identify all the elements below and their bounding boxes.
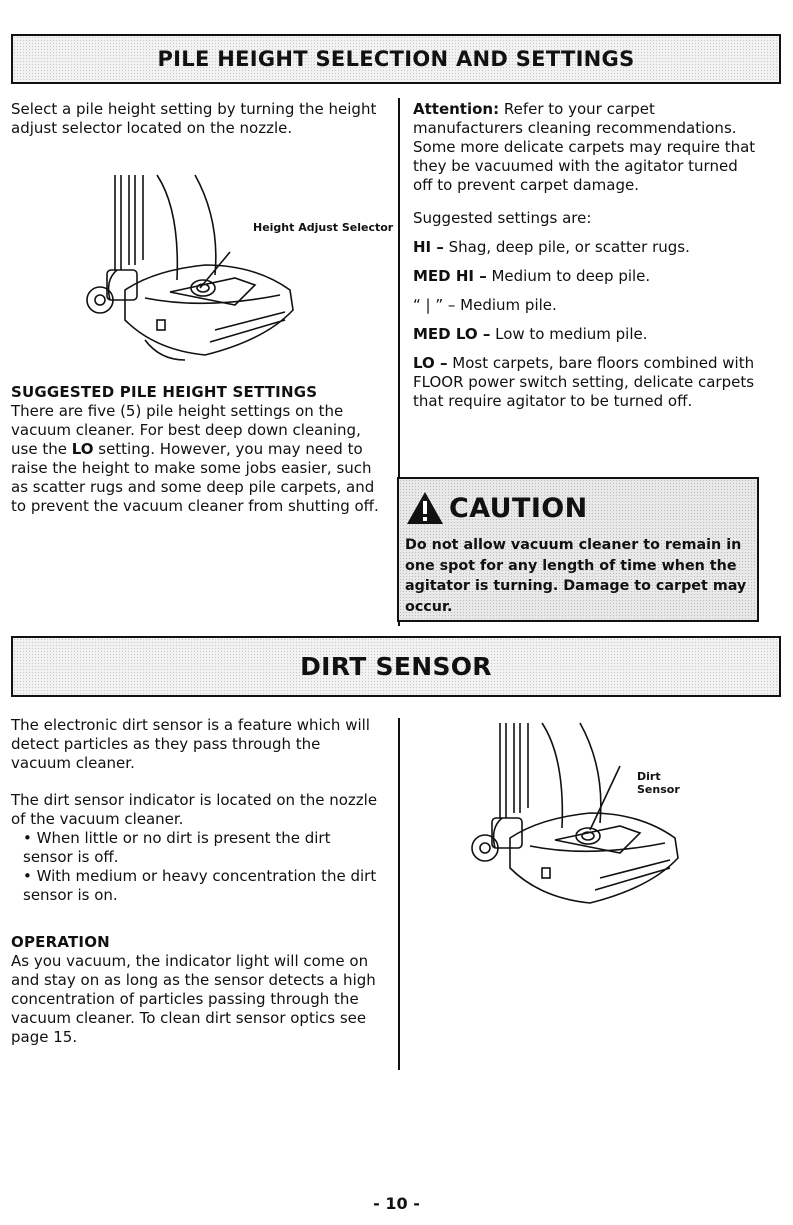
- settings-intro: Suggested settings are:: [413, 209, 592, 227]
- setting-label: HI –: [413, 238, 444, 256]
- pile-body-bold: LO: [71, 440, 94, 458]
- dirt-sensor-illustration: [470, 718, 700, 918]
- bullet-text: When little or no dirt is present the dirt sensor is off.: [23, 829, 331, 866]
- setting-text: Medium to deep pile.: [486, 267, 651, 285]
- section-title: PILE HEIGHT SELECTION AND SETTINGS: [157, 47, 635, 71]
- pile-intro-column: [11, 100, 381, 138]
- height-adjust-callout: Height Adjust Selector: [253, 221, 394, 234]
- pile-intro-text: Select a pile height setting by turning the height adjust selector located on the nozzle.: [11, 100, 377, 137]
- setting-med-hi: [413, 267, 759, 286]
- setting-label: “ | ”: [413, 296, 444, 314]
- caution-box: [397, 477, 759, 622]
- attention-label: Attention:: [413, 100, 500, 118]
- pile-settings-body: [11, 402, 381, 516]
- setting-text: Shag, deep pile, or scatter rugs.: [443, 238, 690, 256]
- pile-body-pre: There are five (5) pile height settings on the vacuum cleaner. For best deep down cleaning, use the: [11, 402, 361, 458]
- vacuum-nozzle-illustration: [85, 170, 315, 370]
- setting-text: – Medium pile.: [443, 296, 557, 314]
- setting-med-lo: [413, 325, 759, 344]
- column-divider: [398, 718, 400, 1070]
- bullet-text: With medium or heavy concentration the dirt sensor is on.: [23, 867, 377, 904]
- dirt-sensor-callout: Dirt Sensor: [637, 770, 680, 796]
- setting-lo: [413, 354, 759, 411]
- setting-hi: [413, 238, 759, 257]
- setting-mid: [413, 296, 759, 315]
- setting-text: Low to medium pile.: [490, 325, 648, 343]
- section-title: DIRT SENSOR: [300, 652, 492, 681]
- page-number: - 10 -: [373, 1194, 420, 1213]
- setting-label: LO –: [413, 354, 448, 372]
- warning-triangle-icon: [405, 490, 445, 526]
- section-banner-dirt-sensor: [11, 636, 781, 697]
- dirt-sensor-column: [11, 716, 381, 1047]
- dirt-bullet-1: • When little or no dirt is present the dirt sensor is off.: [23, 829, 331, 866]
- attention-block: [413, 100, 759, 411]
- dirt-bullet-2: • With medium or heavy concentration the dirt sensor is on.: [23, 867, 377, 904]
- caution-title: CAUTION: [449, 492, 588, 524]
- caution-text: Do not allow vacuum cleaner to remain in one spot for any length of time when the agitator is turning. Damage to carpet may occur.: [405, 537, 747, 615]
- attention-text: Refer to your carpet manufacturers cleaning recommendations. Some more delicate carpets may require that they be vacuumed with the agitator turned off to prevent carpet damage.: [413, 100, 756, 194]
- dirt-intro-text: The electronic dirt sensor is a feature which will detect particles as they pass through the vacuum cleaner.: [11, 716, 370, 772]
- section-banner-pile-height: [11, 34, 781, 84]
- dirt-indicator-text: The dirt sensor indicator is located on the nozzle of the vacuum cleaner.: [11, 791, 378, 828]
- operation-text: As you vacuum, the indicator light will come on and stay on as long as the sensor detects a high concentration of particles passing through the vacuum cleaner. To clean dirt sensor optics see page 15.: [11, 952, 376, 1046]
- setting-label: MED HI –: [413, 267, 487, 285]
- caution-header: [405, 485, 751, 531]
- pile-settings-subheading: SUGGESTED PILE HEIGHT SETTINGS: [11, 383, 318, 401]
- operation-subheading: OPERATION: [11, 933, 110, 951]
- setting-text: Most carpets, bare floors combined with FLOOR power switch setting, delicate carpets that require agitator to be turned off.: [413, 354, 755, 410]
- setting-label: MED LO –: [413, 325, 491, 343]
- pile-body-post: setting. However, you may need to raise the height to make some jobs easier, such as scatter rugs and some deep pile carpets, and to prevent the vacuum cleaner from shutting off.: [11, 440, 379, 515]
